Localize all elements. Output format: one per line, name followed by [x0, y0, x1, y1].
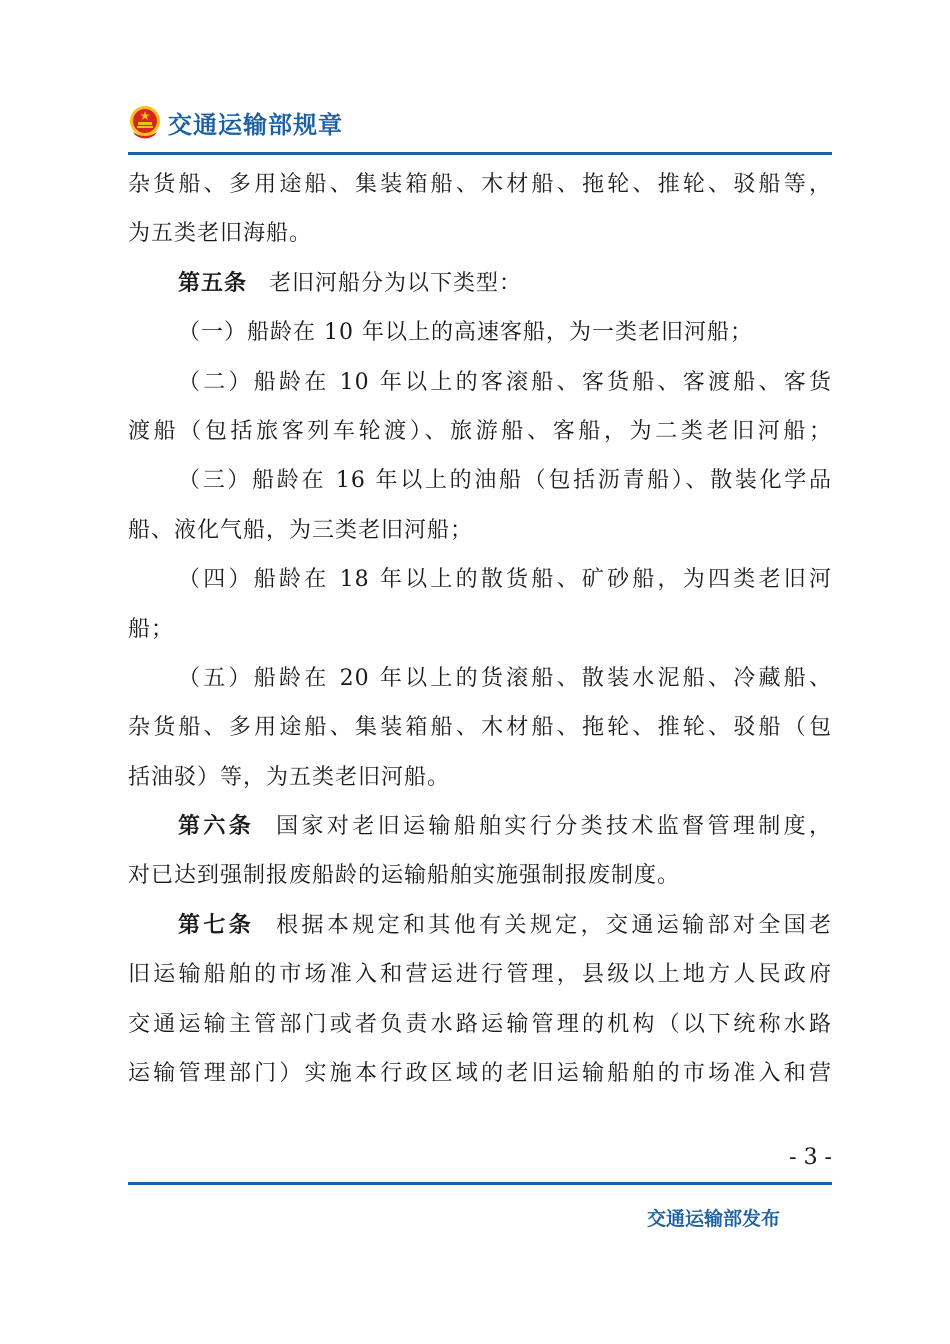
text-line: 船； [128, 616, 175, 642]
text-line: 括油驳）等，为五类老旧河船。 [128, 764, 451, 790]
text-line: 船、液化气船，为三类老旧河船； [128, 517, 474, 543]
page-number: - 3 - [789, 1145, 832, 1170]
text-line: （一）船龄在 10 年以上的高速客船，为一类老旧河船； [178, 320, 753, 346]
article-5 [128, 259, 832, 308]
article-label: 第六条 [178, 813, 255, 840]
text-line: （五）船龄在 20 年以上的货滚船、散装水泥船、冷藏船、 [178, 665, 832, 691]
text-line: （三）船龄在 16 年以上的油船（包括沥青船）、散装化学品 [178, 468, 832, 494]
text-line: 对已达到强制报废船龄的运输船舶实施强制报废制度。 [128, 863, 681, 889]
header-divider [128, 152, 832, 155]
article-text: 国家对老旧运输船舶实行分类技术监督管理制度， [276, 814, 832, 840]
document-body [128, 160, 832, 1098]
national-emblem-icon [128, 104, 162, 140]
text-line: 杂货船、多用途船、集装箱船、木材船、拖轮、推轮、驳船等， [128, 172, 832, 197]
text-line: 旧运输船舶的市场准入和营运进行管理，县级以上地方人民政府 [128, 962, 832, 988]
text-line: （二）船龄在 10 年以上的客滚船、客货船、客渡船、客货 [178, 369, 832, 395]
text-line: 渡船（包括旅客列车轮渡）、旅游船、客船，为二类老旧河船； [128, 418, 832, 444]
footer-divider [128, 1182, 832, 1185]
article-text: 老旧河船分为以下类型： [269, 270, 523, 296]
text-line: （四）船龄在 18 年以上的散货船、矿砂船，为四类老旧河 [178, 567, 832, 593]
text-line: 杂货船、多用途船、集装箱船、木材船、拖轮、推轮、驳船（包 [128, 715, 832, 741]
article-text: 根据本规定和其他有关规定，交通运输部对全国老 [276, 912, 832, 938]
text-line: 运输管理部门）实施本行政区域的老旧运输船舶的市场准入和营 [128, 1061, 832, 1087]
article-label: 第七条 [178, 911, 255, 938]
header-title: 交通运输部规章 [168, 110, 343, 139]
text-line: 为五类老旧海船。 [128, 221, 313, 247]
article-7 [128, 901, 832, 950]
page-header [128, 100, 832, 144]
article-6 [128, 802, 832, 851]
text-line: 交通运输主管部门或者负责水路运输管理的机构（以下统称水路 [128, 1011, 832, 1037]
footer-publisher: 交通运输部发布 [646, 1208, 780, 1230]
article-label: 第五条 [178, 269, 248, 296]
